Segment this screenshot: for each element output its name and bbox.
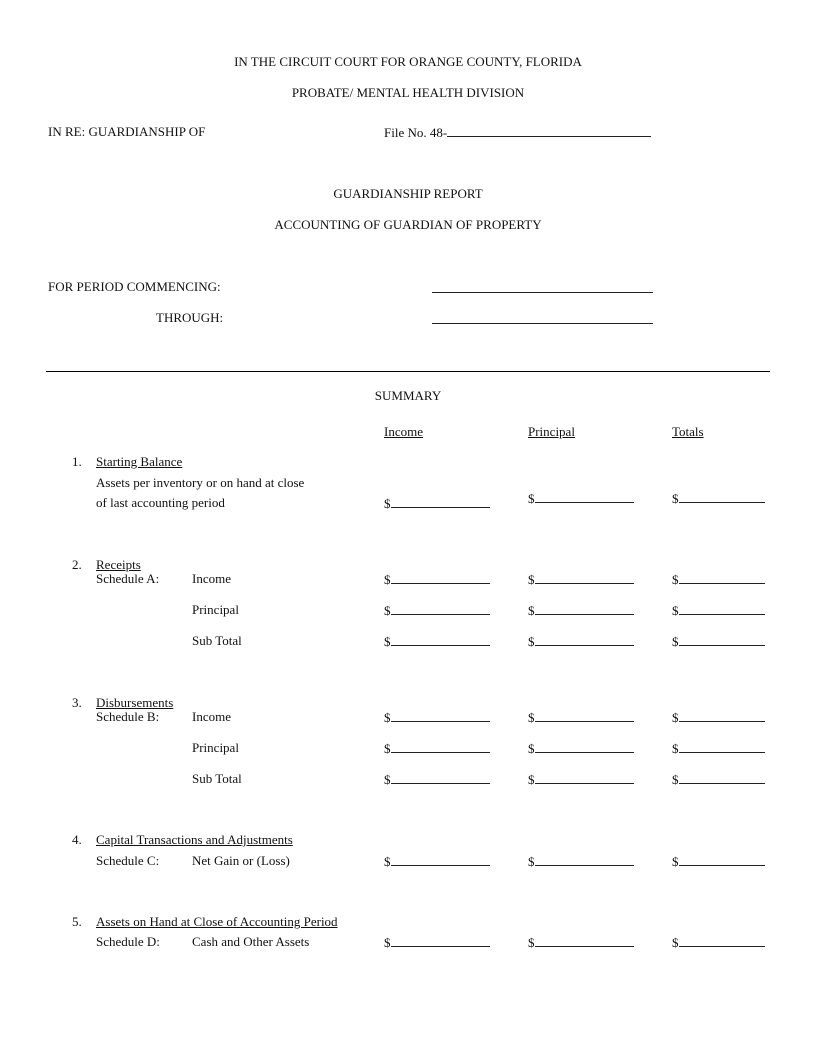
assets-principal-field[interactable]: [528, 934, 634, 951]
capital-principal-field[interactable]: [528, 853, 634, 870]
receipts-income-principal-field[interactable]: [528, 571, 634, 588]
dollar-sign: $: [528, 634, 535, 649]
receipts-subtotal-total-field[interactable]: [672, 633, 765, 650]
divider-rule: [46, 371, 770, 372]
receipts-principal-principal-field[interactable]: [528, 602, 634, 619]
starting-balance-principal-field[interactable]: [528, 490, 634, 507]
dollar-sign: $: [384, 572, 391, 587]
dollar-sign: $: [672, 572, 679, 587]
dollar-sign: $: [528, 710, 535, 725]
row-label: Cash and Other Assets: [192, 934, 310, 949]
disbursements-subtotal-income-field[interactable]: [384, 771, 490, 788]
section-number: 3.: [72, 695, 82, 710]
file-number-blank[interactable]: [447, 124, 651, 137]
disbursements-income-income-field[interactable]: [384, 709, 490, 726]
section-heading-capital-transactions: Capital Transactions and Adjustments: [96, 832, 293, 847]
schedule-label: Schedule C:: [96, 853, 160, 868]
section-heading-assets-on-hand: Assets on Hand at Close of Accounting Period: [96, 914, 338, 929]
row-label: Income: [192, 571, 231, 586]
receipts-subtotal-income-field[interactable]: [384, 633, 490, 650]
schedule-label: Schedule A:: [96, 571, 160, 586]
capital-income-field[interactable]: [384, 853, 490, 870]
section-heading-receipts: Receipts: [96, 557, 141, 572]
dollar-sign: $: [672, 603, 679, 618]
dollar-sign: $: [672, 491, 679, 506]
row-label: Income: [192, 709, 231, 724]
receipts-income-income-field[interactable]: [384, 571, 490, 588]
starting-balance-desc-line2: of last accounting period: [96, 495, 225, 510]
dollar-sign: $: [384, 603, 391, 618]
dollar-sign: $: [384, 634, 391, 649]
row-label: Net Gain or (Loss): [192, 853, 290, 868]
dollar-sign: $: [528, 741, 535, 756]
court-title: IN THE CIRCUIT COURT FOR ORANGE COUNTY, FLORIDA: [234, 54, 582, 69]
disbursements-income-principal-field[interactable]: [528, 709, 634, 726]
dollar-sign: $: [528, 491, 535, 506]
disbursements-principal-total-field[interactable]: [672, 740, 765, 757]
section-number: 1.: [72, 454, 82, 469]
disbursements-subtotal-total-field[interactable]: [672, 771, 765, 788]
disbursements-income-total-field[interactable]: [672, 709, 765, 726]
row-label: Principal: [192, 602, 239, 617]
dollar-sign: $: [528, 603, 535, 618]
starting-balance-total-field[interactable]: [672, 490, 765, 507]
receipts-income-total-field[interactable]: [672, 571, 765, 588]
period-through-label: THROUGH:: [156, 310, 224, 325]
report-title: GUARDIANSHIP REPORT: [333, 186, 483, 201]
report-subtitle: ACCOUNTING OF GUARDIAN OF PROPERTY: [274, 217, 542, 232]
dollar-sign: $: [384, 935, 391, 950]
column-principal: Principal: [528, 424, 575, 439]
dollar-sign: $: [528, 935, 535, 950]
schedule-label: Schedule D:: [96, 934, 160, 949]
column-totals: Totals: [672, 424, 704, 439]
receipts-principal-total-field[interactable]: [672, 602, 765, 619]
dollar-sign: $: [384, 772, 391, 787]
section-number: 4.: [72, 832, 82, 847]
in-re-label: IN RE: GUARDIANSHIP OF: [48, 124, 206, 139]
receipts-subtotal-principal-field[interactable]: [528, 633, 634, 650]
section-heading-disbursements: Disbursements: [96, 695, 174, 710]
file-number-label: File No. 48-: [384, 125, 448, 140]
row-label: Sub Total: [192, 633, 242, 648]
starting-balance-income-field[interactable]: [384, 495, 490, 512]
assets-income-field[interactable]: [384, 934, 490, 951]
period-through-blank[interactable]: [432, 311, 653, 324]
schedule-label: Schedule B:: [96, 709, 160, 724]
section-heading-starting-balance: Starting Balance: [96, 454, 183, 469]
dollar-sign: $: [384, 710, 391, 725]
dollar-sign: $: [528, 572, 535, 587]
capital-total-field[interactable]: [672, 853, 765, 870]
disbursements-principal-income-field[interactable]: [384, 740, 490, 757]
dollar-sign: $: [672, 854, 679, 869]
row-label: Principal: [192, 740, 239, 755]
row-label: Sub Total: [192, 771, 242, 786]
dollar-sign: $: [384, 854, 391, 869]
assets-total-field[interactable]: [672, 934, 765, 951]
dollar-sign: $: [528, 854, 535, 869]
period-commencing-label: FOR PERIOD COMMENCING:: [48, 279, 221, 294]
dollar-sign: $: [384, 741, 391, 756]
section-number: 2.: [72, 557, 82, 572]
summary-title: SUMMARY: [374, 388, 442, 403]
disbursements-subtotal-principal-field[interactable]: [528, 771, 634, 788]
starting-balance-desc-line1: Assets per inventory or on hand at close: [96, 475, 305, 490]
period-commencing-blank[interactable]: [432, 280, 653, 293]
dollar-sign: $: [672, 935, 679, 950]
section-number: 5.: [72, 914, 82, 929]
dollar-sign: $: [672, 634, 679, 649]
disbursements-principal-principal-field[interactable]: [528, 740, 634, 757]
division-title: PROBATE/ MENTAL HEALTH DIVISION: [291, 85, 525, 100]
column-income: Income: [384, 424, 423, 439]
dollar-sign: $: [672, 772, 679, 787]
dollar-sign: $: [528, 772, 535, 787]
dollar-sign: $: [672, 710, 679, 725]
dollar-sign: $: [384, 496, 391, 511]
dollar-sign: $: [672, 741, 679, 756]
file-number-field[interactable]: [384, 124, 651, 141]
receipts-principal-income-field[interactable]: [384, 602, 490, 619]
